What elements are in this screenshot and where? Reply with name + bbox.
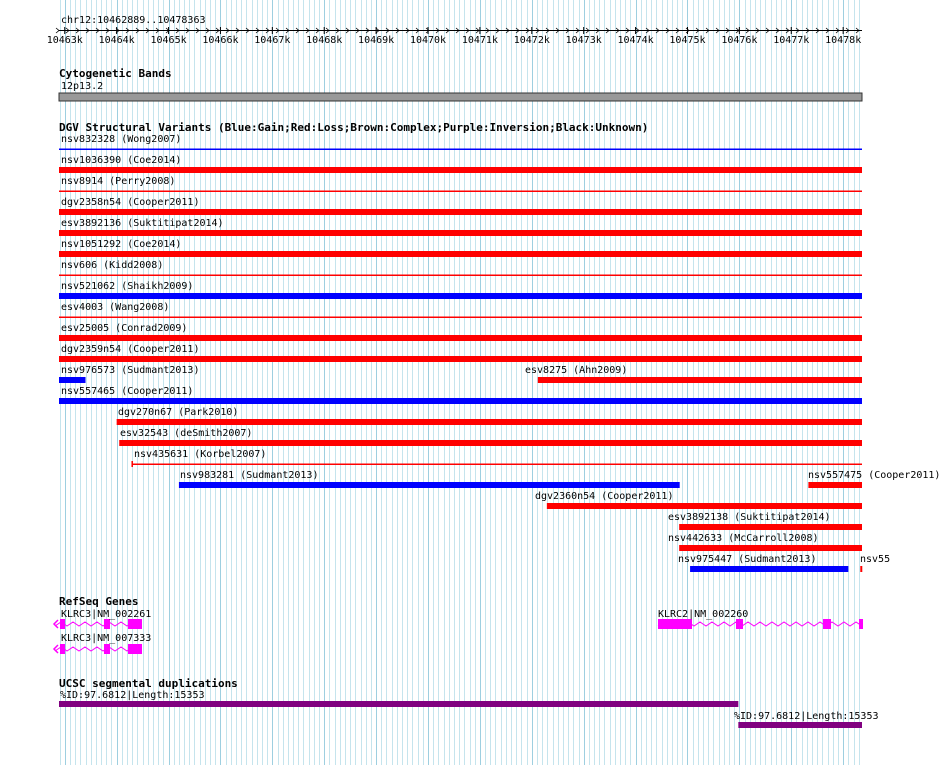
variant-label[interactable]: nsv606 (Kidd2008) <box>61 260 164 271</box>
variant-label[interactable]: nsv521062 (Shaikh2009) <box>61 281 194 292</box>
variant-label[interactable]: esv32543 (deSmith2007) <box>120 428 253 439</box>
variant-label[interactable]: nsv442633 (McCarroll2008) <box>668 533 819 544</box>
ruler-tick-label: 10466k <box>202 35 239 46</box>
variant-label[interactable]: dgv2358n54 (Cooper2011) <box>61 197 200 208</box>
variant-label[interactable]: dgv270n67 (Park2010) <box>118 407 239 418</box>
variant-label[interactable]: dgv2360n54 (Cooper2011) <box>535 491 674 502</box>
ruler-tick-label: 10465k <box>150 35 187 46</box>
variant-label[interactable]: nsv832328 (Wong2007) <box>61 134 182 145</box>
ruler-tick-label: 10467k <box>254 35 291 46</box>
ruler-tick-label: 10477k <box>773 35 810 46</box>
variant-label[interactable]: nsv55 <box>860 554 891 565</box>
gene-label[interactable]: KLRC2|NM_002260 <box>658 609 749 620</box>
segdup-track-title: UCSC segmental duplications <box>59 677 238 690</box>
variant-label[interactable]: nsv975447 (Sudmant2013) <box>678 554 817 565</box>
cytoband-label: 12p13.2 <box>61 81 104 92</box>
ruler-tick-label: 10470k <box>409 35 447 46</box>
ruler-tick-label: 10471k <box>461 35 498 46</box>
coordinate-label: chr12:10462889..10478363 <box>61 15 206 26</box>
variant-label[interactable]: nsv983281 (Sudmant2013) <box>180 470 319 481</box>
variant-label[interactable]: esv4003 (Wang2008) <box>61 302 170 313</box>
ruler-tick-label: 10472k <box>513 35 550 46</box>
cytogenetic-bands-title: Cytogenetic Bands <box>59 67 172 80</box>
variant-label[interactable]: nsv435631 (Korbel2007) <box>134 449 267 460</box>
ruler-tick-label: 10474k <box>617 35 654 46</box>
ruler-tick-label: 10473k <box>565 35 602 46</box>
variant-label[interactable]: nsv557465 (Cooper2011) <box>61 386 194 397</box>
ruler-tick-label: 10475k <box>669 35 706 46</box>
gene-label[interactable]: KLRC3|NM_002261 <box>61 609 152 620</box>
variant-label[interactable]: esv3892136 (Suktitipat2014) <box>61 218 224 229</box>
variant-label[interactable]: nsv1036390 (Coe2014) <box>61 155 182 166</box>
segdup-label[interactable]: %ID:97.6812|Length:15353 <box>60 690 205 701</box>
variant-label[interactable]: nsv557475 (Cooper2011) <box>808 470 940 481</box>
ruler-tick-label: 10464k <box>98 35 135 46</box>
refseq-track-title: RefSeq Genes <box>59 595 139 608</box>
ruler-tick-label: 10469k <box>358 35 395 46</box>
variant-label[interactable]: esv25005 (Conrad2009) <box>61 323 188 334</box>
ruler-tick-label: 10468k <box>306 35 343 46</box>
variant-label[interactable]: nsv8914 (Perry2008) <box>61 176 176 187</box>
variant-label[interactable]: nsv976573 (Sudmant2013) <box>61 365 200 376</box>
gene-label[interactable]: KLRC3|NM_007333 <box>61 633 152 644</box>
variant-label[interactable]: nsv1051292 (Coe2014) <box>61 239 182 250</box>
ruler-tick-label: 10478k <box>825 35 862 46</box>
segdup-label[interactable]: %ID:97.6812|Length:15353 <box>734 711 879 722</box>
variant-label[interactable]: esv3892138 (Suktitipat2014) <box>668 512 831 523</box>
dgv-track-title: DGV Structural Variants (Blue:Gain;Red:Loss;Brown:Complex;Purple:Inversion;Black:Unknown) <box>59 121 649 134</box>
ruler-tick-label: 10463k <box>46 35 83 46</box>
variant-label[interactable]: dgv2359n54 (Cooper2011) <box>61 344 200 355</box>
variant-label[interactable]: esv8275 (Ahn2009) <box>525 365 628 376</box>
ruler-tick-label: 10476k <box>721 35 758 46</box>
